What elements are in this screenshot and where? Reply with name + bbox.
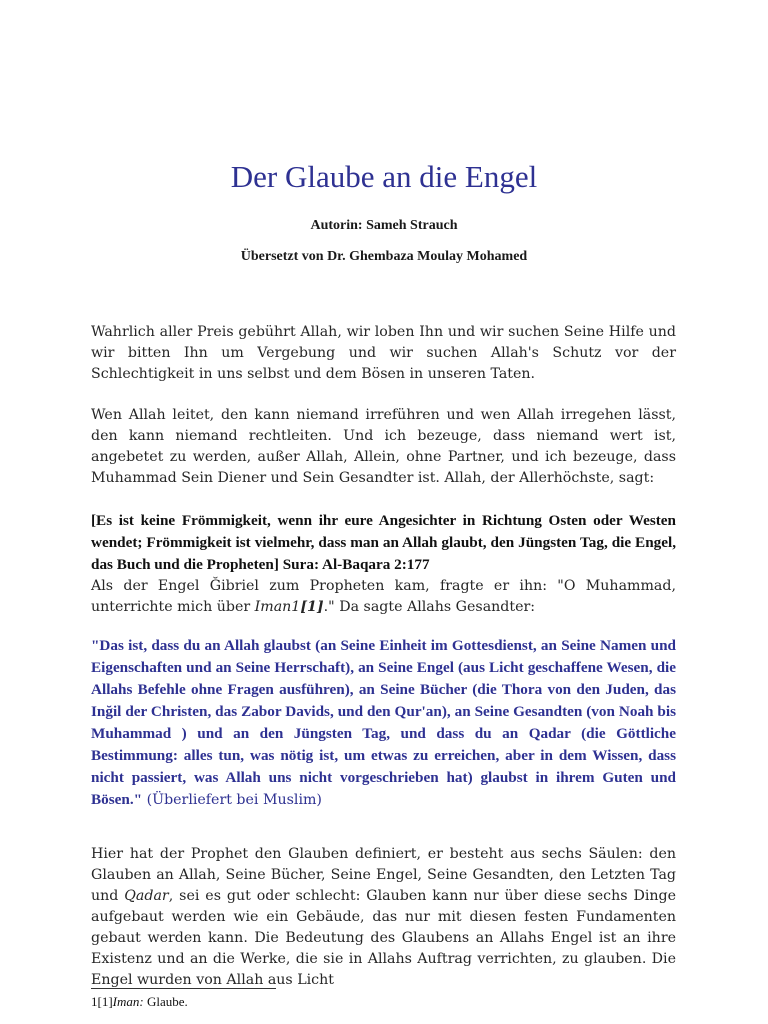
- iman-term: Iman1: [254, 599, 301, 615]
- paragraph-praise: Wahrlich aller Preis gebührt Allah, wir loben Ihn und wir suchen Seine Hilfe und wir bitten Ihn um Vergebung und wir suchen Allah's Schutz vor der Schlechtigkeit in uns selbst und dem Bösen in unseren Taten.: [91, 324, 676, 382]
- footnote-divider: [91, 988, 276, 989]
- paragraph-testimony: Wen Allah leitet, den kann niemand irreführen und wen Allah irregehen lässt, den kann niemand rechtleiten. Und ich bezeuge, dass niemand wert ist, angebetet zu werden, außer Allah, Allein, ohne Partner, und ich bezeuge, dass Muhammad Sein Diener und Sein Gesandter ist. Allah, der Allerhöchste, sagt:: [91, 407, 676, 486]
- footnote-text: Glaube.: [143, 994, 188, 1009]
- author-line: Autorin: Sameh Strauch: [310, 218, 458, 233]
- paragraph-hadith: [91, 635, 676, 811]
- qadar-term: Qadar: [124, 888, 169, 904]
- document-title: Der Glaube an die Engel: [230, 158, 538, 194]
- hadith-source: (Überliefert bei Muslim): [142, 792, 322, 808]
- footnote-term: Iman:: [112, 994, 144, 1009]
- footnote-marker: 1[1]: [91, 994, 113, 1009]
- quran-verse: [Es ist keine Frömmigkeit, wenn ihr eure Angesichter in Richtung Osten oder Westen wendet; Frömmigkeit ist vielmehr, dass man an Allah glaubt, den Jüngsten Tag, die Engel, das Buch und die Propheten]: [91, 512, 676, 573]
- footnote: [91, 994, 188, 1010]
- footnote-reference[interactable]: [1]: [300, 599, 324, 615]
- paragraph-definition: Hier hat der Prophet den Glauben definiert, er besteht aus sechs Säulen: den Glauben an Allah, Seine Bücher, Seine Engel, Seine Gesandten, den Letzten Tag und Qadar, sei es gut oder schlecht: Glauben kann nur über diese sechs Dinge aufgebaut werden wie ein Gebäude, das nur mit diesen festen Fundamenten gebaut werden kann. Die Bedeutung des Glaubens an Allahs Engel ist an ihre Existenz und an die Werke, die sie in Allahs Auftrag verrichten, zu glauben. Die Engel wurden von Allah aus Licht: [91, 846, 676, 988]
- verse-source: Sura: Al-Baqara 2:177: [278, 556, 430, 573]
- paragraph-question: Als der Engel Ğibriel zum Propheten kam, fragte er ihn: "O Muhammad, unterrichte mich über Iman1[1]." Da sagte Allahs Gesandter:: [91, 578, 676, 615]
- hadith-quote: "Das ist, dass du an Allah glaubst (an Seine Einheit im Gottesdienst, an Seine Namen und Eigenschaften und an Seine Herrschaft), an Seine Engel (aus Licht geschaffene Wesen, die Allahs Befehle ohne Fragen ausführen), an Seine Bücher (die Thora von den Juden, das Inğil der Christen, das Zabor Davids, und den Qur'an), an Seine Gesandten (von Noah bis Muhammad ) und an den Jüngsten Tag, und dass du an Qadar (die Göttliche Bestimmung: alles tun, was nötig ist, um etwas zu erreichen, aber in dem Wissen, dass nicht passiert, was Allah uns nicht vorgeschrieben hat) glaubst in ihrem Guten und Bösen.": [91, 637, 676, 808]
- paragraph-verse: [91, 510, 676, 618]
- translator-line: Übersetzt von Dr. Ghembaza Moulay Mohamed: [240, 249, 528, 264]
